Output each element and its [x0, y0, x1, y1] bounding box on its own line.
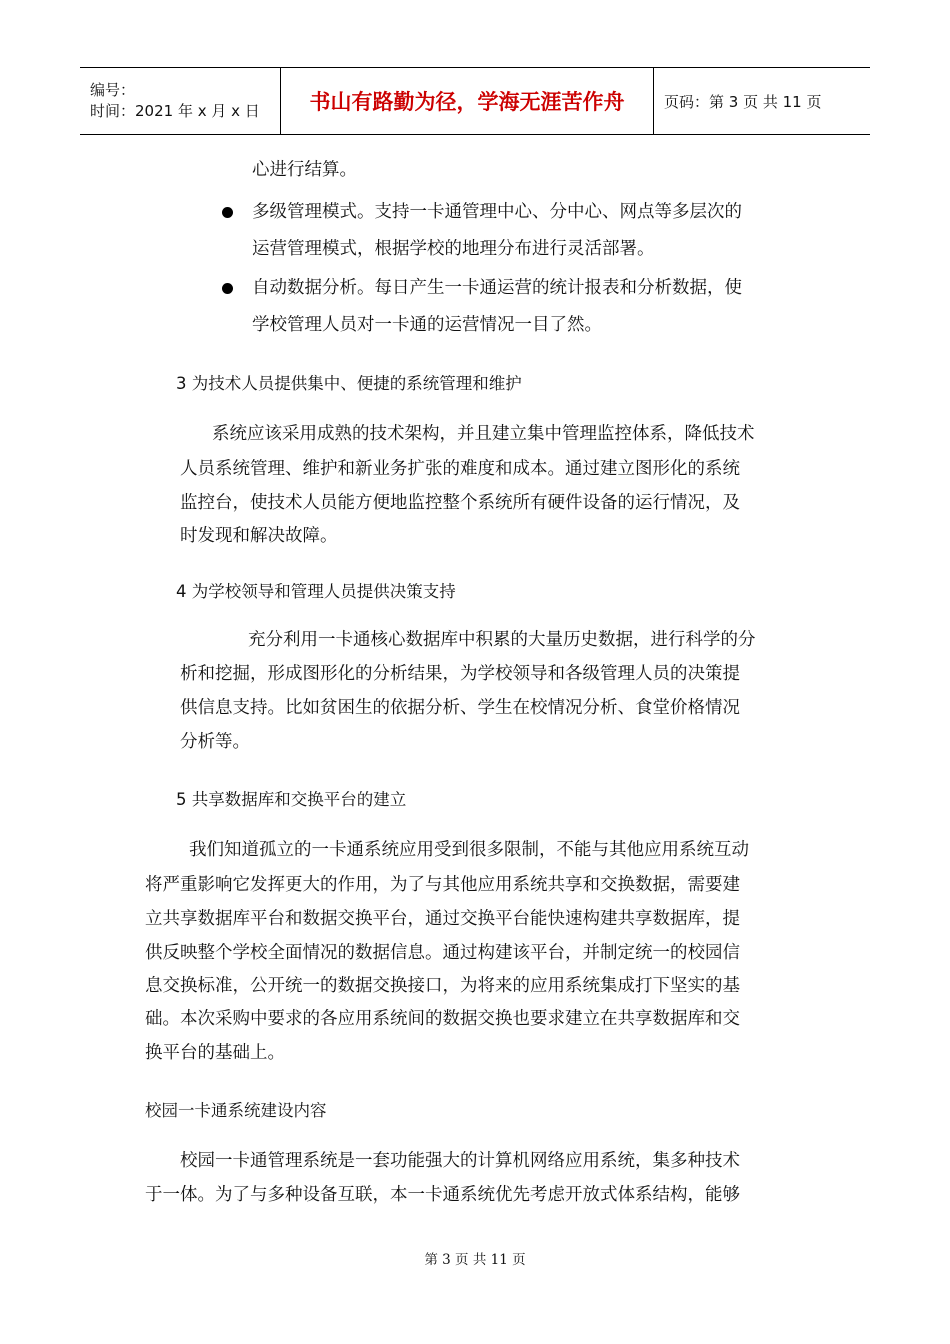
section-5-line-6: 础。本次采购中要求的各应用系统间的数据交换也要求建立在共享数据库和交 — [145, 1009, 740, 1029]
section-3-line-4: 时发现和解决故障。 — [180, 526, 338, 546]
continued-line: 心进行结算。 — [252, 160, 357, 180]
bullet-item-1-line-1: 多级管理模式。支持一卡通管理中心、分中心、网点等多层次的 — [252, 202, 742, 222]
header-motto: 书山有路勤为径，学海无涯苦作舟 — [309, 90, 625, 114]
section-3-line-3: 监控台，使技术人员能方便地监控整个系统所有硬件设备的运行情况，及 — [180, 493, 740, 513]
page-header — [80, 67, 870, 135]
section-heading-5: 5 共享数据库和交换平台的建立 — [176, 790, 407, 809]
header-motto-cell — [281, 68, 654, 134]
section-6-line-2: 于一体。为了与多种设备互联，本一卡通系统优先考虑开放式体系结构，能够 — [145, 1185, 740, 1205]
section-4-line-2: 析和挖掘，形成图形化的分析结果，为学校领导和各级管理人员的决策提 — [180, 664, 740, 684]
section-5-line-2: 将严重影响它发挥更大的作用，为了与其他应用系统共享和交换数据，需要建 — [145, 875, 740, 895]
bullet-item-1-line-2: 运营管理模式，根据学校的地理分布进行灵活部署。 — [252, 239, 655, 259]
section-heading-4: 4 为学校领导和管理人员提供决策支持 — [176, 582, 456, 601]
section-5-line-5: 息交换标准，公开统一的数据交换接口，为将来的应用系统集成打下坚实的基 — [145, 976, 740, 996]
section-5-line-4: 供反映整个学校全面情况的数据信息。通过构建该平台，并制定统一的校园信 — [145, 943, 740, 963]
section-3-line-2: 人员系统管理、维护和新业务扩张的难度和成本。通过建立图形化的系统 — [180, 459, 740, 479]
page-footer: 第 3 页 共 11 页 — [424, 1252, 526, 1268]
section-4-line-4: 分析等。 — [180, 732, 250, 752]
bullet-item-2-line-2: 学校管理人员对一卡通的运营情况一目了然。 — [252, 315, 602, 335]
bullet-icon — [222, 207, 233, 218]
doc-date: 时间：2021 年 x 月 x 日 — [90, 102, 260, 120]
section-heading-3: 3 为技术人员提供集中、便捷的系统管理和维护 — [176, 374, 522, 393]
section-3-line-1: 系统应该采用成熟的技术架构，并且建立集中管理监控体系，降低技术 — [212, 424, 755, 444]
section-5-line-1: 我们知道孤立的一卡通系统应用受到很多限制，不能与其他应用系统互动 — [189, 840, 749, 860]
section-4-line-1: 充分利用一卡通核心数据库中积累的大量历史数据，进行科学的分 — [248, 630, 756, 650]
section-4-line-3: 供信息支持。比如贫困生的依据分析、学生在校情况分析、食堂价格情况 — [180, 698, 740, 718]
header-meta — [80, 68, 281, 134]
header-page-code: 页码：第 3 页 共 11 页 — [664, 92, 822, 111]
bullet-icon — [222, 283, 233, 294]
section-heading-6: 校园一卡通系统建设内容 — [145, 1101, 327, 1120]
section-6-line-1: 校园一卡通管理系统是一套功能强大的计算机网络应用系统，集多种技术 — [180, 1151, 740, 1171]
header-page-code-cell — [654, 68, 870, 134]
section-5-line-7: 换平台的基础上。 — [145, 1043, 285, 1063]
doc-number-label: 编号： — [90, 81, 136, 99]
section-5-line-3: 立共享数据库平台和数据交换平台，通过交换平台能快速构建共享数据库，提 — [145, 909, 740, 929]
bullet-item-2-line-1: 自动数据分析。每日产生一卡通运营的统计报表和分析数据，使 — [252, 278, 742, 298]
